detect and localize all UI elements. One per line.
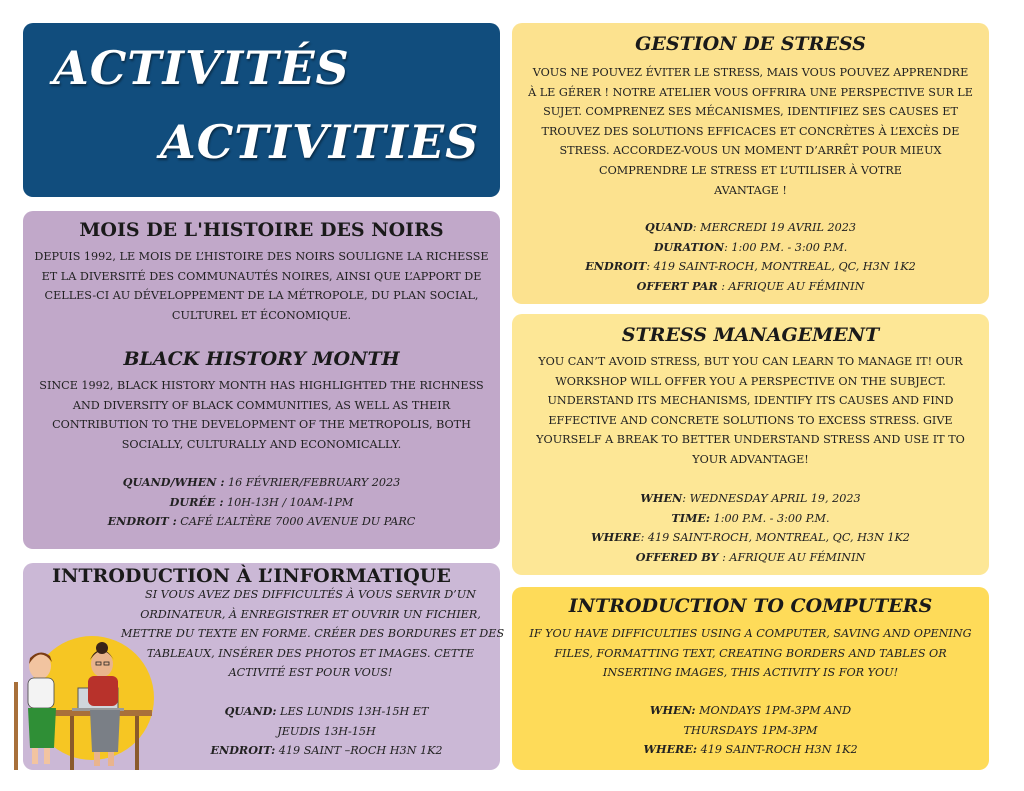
stress-management-body (520, 352, 981, 470)
body-line: SOCIALLY, CULTURALLY AND ECONOMICALLY. (121, 437, 402, 451)
when-value: : WEDNESDAY APRIL 19, 2023 (682, 492, 861, 505)
gestion-stress-card (512, 23, 989, 304)
black-history-heading-fr: MOIS DE L'HISTOIRE DES NOIRS (79, 219, 444, 241)
black-history-card (23, 211, 500, 549)
body-line: SINCE 1992, BLACK HISTORY MONTH HAS HIGHLIGHTED THE RICHNESS (39, 379, 484, 392)
stress-management-heading: STRESS MANAGEMENT (621, 324, 880, 346)
black-history-body-en (31, 376, 492, 454)
when-label: QUAND: (224, 704, 277, 718)
body-line: SI VOUS AVEZ DES DIFFICULTÉS À VOUS SERVIR D’UN (145, 588, 476, 601)
offered-by-label: OFFERT PAR (636, 278, 718, 293)
black-history-heading-en: BLACK HISTORY MONTH (123, 348, 400, 370)
place-value: CAFÉ L’ALTÈRE 7000 AVENUE DU PARC (176, 515, 416, 529)
body-line: CULTUREL ET ÉCONOMIQUE. (171, 308, 352, 322)
duration-label: DURÉE : (169, 494, 224, 509)
when-value: 16 FÉVRIER/FEBRUARY 2023 (224, 476, 401, 489)
when-label: QUAND (645, 220, 693, 234)
time-value: 1:00 P.M. - 3:00 P.M. (710, 511, 830, 525)
body-line: STRESS. ACCORDEZ-VOUS UN MOMENT D’ARRÊT POUR MIEUX (559, 144, 942, 158)
gestion-stress-details (512, 218, 989, 296)
body-line: FILES, FORMATTING TEXT, CREATING BORDERS AND TABLES OR (554, 646, 947, 660)
when-value-2: JEUDIS 13H-15H (277, 724, 376, 738)
body-line: CONTRIBUTION TO THE DEVELOPMENT OF THE METROPOLIS, BOTH (52, 418, 471, 432)
body-line: YOU CAN’T AVOID STRESS, BUT YOU CAN LEARN TO MANAGE IT! OUR (538, 355, 963, 368)
title-banner (23, 23, 500, 197)
title-french: ACTIVITÉS (53, 41, 350, 95)
when-value: LES LUNDIS 13H-15H ET (276, 705, 429, 718)
offered-by-value: : AFRIQUE AU FÉMININ (717, 279, 865, 293)
body-line: CELLES-CI AU DÉVELOPPEMENT DE LA MÉTROPOLE, DU PLAN SOCIAL, (44, 289, 479, 303)
place-value: : 419 SAINT-ROCH, MONTREAL, QC, H3N 1K2 (646, 260, 916, 274)
intro-computers-details (512, 701, 989, 760)
when-label: WHEN: (649, 703, 696, 717)
body-line: AVANTAGE ! (714, 183, 787, 197)
intro-computers-heading: INTRODUCTION TO COMPUTERS (568, 595, 933, 617)
body-line: VOUS NE POUVEZ ÉVITER LE STRESS, MAIS VOUS POUVEZ APPRENDRE (532, 66, 969, 79)
body-line: TABLEAUX, INSÉRER DES PHOTOS ET IMAGES. CETTE (146, 646, 475, 660)
body-line: ORDINATEUR, À ENREGISTRER ET OUVRIR UN FICHIER, (140, 607, 481, 621)
when-label: QUAND/WHEN : (122, 475, 225, 489)
intro-computers-card (512, 587, 989, 770)
gestion-stress-heading: GESTION DE STRESS (635, 33, 866, 55)
body-line: COMPRENDRE LE STRESS ET L’UTILISER À VOTRE (599, 163, 902, 177)
intro-computers-body (520, 624, 981, 683)
duration-value: : 1:00 P.M. - 3:00 P.M. (724, 240, 848, 254)
when-value-2: THURSDAYS 1PM-3PM (683, 723, 818, 737)
intro-informatique-body (121, 585, 505, 683)
stress-management-card (512, 314, 989, 575)
stress-management-details (512, 489, 989, 567)
body-line: À LE GÉRER ! NOTRE ATELIER VOUS OFFRIRA UNE PERSPECTIVE SUR LE (528, 85, 973, 99)
body-line: EFFECTIVE AND CONCRETE SOLUTIONS TO EXCESS STRESS. GIVE (548, 413, 953, 427)
title-english: ACTIVITIES (160, 115, 480, 169)
two-women-at-laptop-illustration (10, 630, 160, 770)
when-value: : MERCREDI 19 AVRIL 2023 (692, 221, 856, 234)
body-line: TROUVEZ DES SOLUTIONS EFFICACES ET CONCRÈTES À L’EXCÈS DE (541, 124, 960, 138)
body-line: YOUR ADVANTAGE! (692, 452, 809, 466)
duration-value: 10H-13H / 10AM-1PM (223, 495, 354, 509)
body-line: UNDERSTAND ITS MECHANISMS, IDENTIFY ITS CAUSES AND FIND (547, 394, 954, 408)
offered-by-value: : AFRIQUE AU FÉMININ (718, 550, 866, 564)
place-label: WHERE (591, 530, 641, 545)
body-line: AND DIVERSITY OF BLACK COMMUNITIES, AS WELL AS THEIR (72, 398, 451, 412)
place-value: 419 SAINT-ROCH H3N 1K2 (697, 743, 858, 757)
gestion-stress-body (520, 63, 981, 200)
time-label: TIME: (671, 510, 711, 525)
place-label: WHERE: (643, 742, 698, 757)
body-line: ET LA DIVERSITÉ DES COMMUNAUTÉS NOIRES, AINSI QUE L’APPORT DE (41, 269, 482, 283)
place-label: ENDROIT (585, 259, 647, 274)
offered-by-label: OFFERED BY (635, 549, 719, 564)
duration-label: DURATION (653, 239, 725, 254)
black-history-body-fr (31, 247, 492, 325)
body-line: INSERTING IMAGES, THIS ACTIVITY IS FOR YOU! (602, 666, 899, 680)
body-line: YOURSELF A BREAK TO BETTER UNDERSTAND STRESS AND USE IT TO (536, 433, 965, 447)
intro-informatique-heading: INTRODUCTION À L’INFORMATIQUE (52, 565, 451, 587)
intro-informatique-details (153, 702, 500, 761)
place-label: ENDROIT: (210, 743, 276, 758)
body-line: WORKSHOP WILL OFFER YOU A PERSPECTIVE ON THE SUBJECT. (555, 374, 946, 388)
body-line: ACTIVITÉ EST POUR VOUS! (228, 666, 393, 680)
body-line: METTRE DU TEXTE EN FORME. CRÉER DES BORDURES ET DES (121, 627, 505, 641)
place-label: ENDROIT : (107, 514, 177, 529)
place-value: 419 SAINT –ROCH H3N 1K2 (275, 744, 443, 758)
when-value: MONDAYS 1PM-3PM AND (695, 704, 852, 717)
black-history-details (23, 473, 500, 532)
body-line: DEPUIS 1992, LE MOIS DE L’HISTOIRE DES NOIRS SOULIGNE LA RICHESSE (34, 250, 489, 263)
when-label: WHEN (640, 491, 683, 505)
place-value: : 419 SAINT-ROCH, MONTREAL, QC, H3N 1K2 (640, 531, 910, 545)
body-line: SUJET. COMPRENEZ SES MÉCANISMES, IDENTIFIEZ SES CAUSES ET (543, 105, 958, 119)
body-line: IF YOU HAVE DIFFICULTIES USING A COMPUTER, SAVING AND OPENING (529, 627, 972, 640)
